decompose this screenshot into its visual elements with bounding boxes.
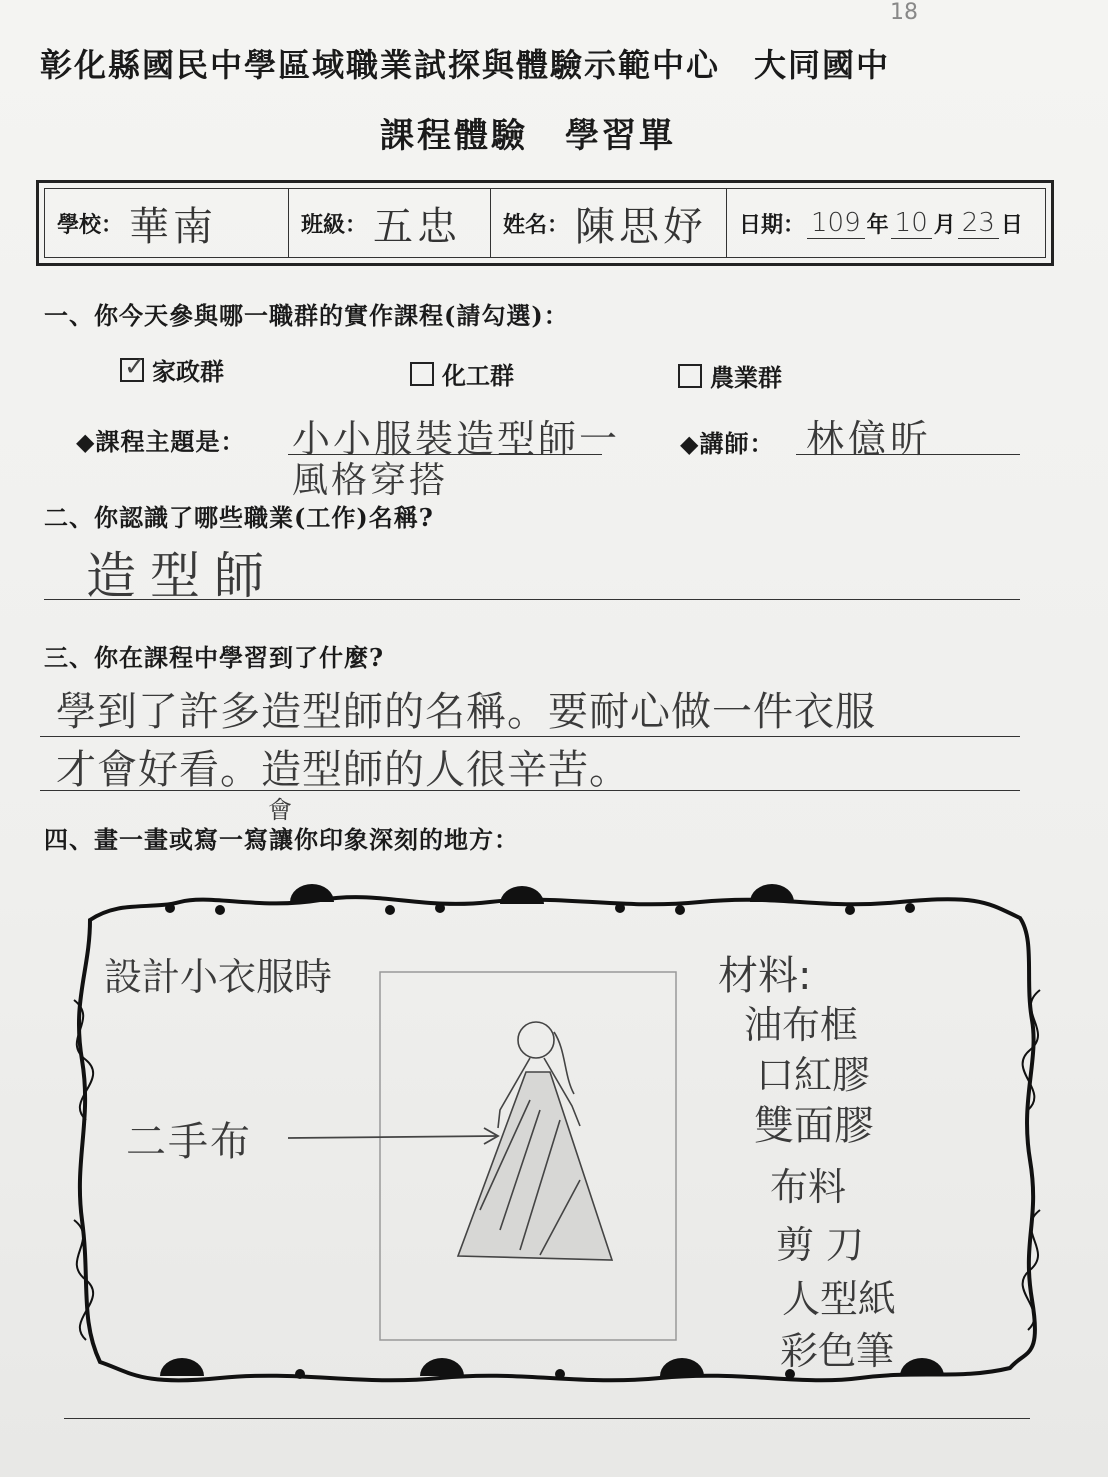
worksheet-title: 彰化縣國民中學區域職業試探與體驗示範中心 大同國中 (40, 46, 891, 84)
material-item: 剪刀 (776, 1223, 877, 1267)
teacher-label: ◆講師： (680, 429, 775, 458)
page-corner-number: 18 (890, 0, 918, 25)
date-day-unit: 日 (1000, 211, 1023, 238)
class-label: 班級： (301, 211, 368, 238)
material-item: 油布框 (744, 1003, 859, 1047)
q4-correction: 會 (268, 796, 292, 824)
topic-value-line1: 小小服裝造型師一 (292, 417, 621, 461)
materials-title: 材料: (718, 953, 812, 999)
class-cell (289, 189, 491, 257)
arrow-icon (288, 1128, 498, 1144)
name-label: 姓名： (503, 211, 570, 238)
name-cell (491, 189, 727, 257)
option-home-economics[interactable] (120, 352, 224, 387)
topic-value-line2: 風格穿搭 (292, 460, 449, 501)
bottom-rule (64, 1418, 1030, 1419)
drawing-title: 設計小衣服時 (104, 955, 333, 999)
material-item: 口紅膠 (756, 1053, 871, 1097)
date-month: 10 (891, 208, 932, 239)
option-agriculture[interactable] (678, 358, 782, 393)
school-cell (45, 189, 289, 257)
date-day: 23 (958, 208, 999, 239)
question-1: 一、你今天參與哪一職群的實作課程(請勾選)： (44, 301, 569, 330)
option-label: 家政群 (152, 357, 224, 386)
checkbox-icon[interactable] (410, 362, 434, 386)
material-item: 雙面膠 (754, 1103, 874, 1149)
option-label: 化工群 (442, 361, 514, 390)
checkbox-icon[interactable] (120, 351, 146, 382)
checkmark-icon: ✓ (124, 351, 146, 382)
q2-answer-line (44, 599, 1020, 600)
question-3: 三、你在課程中學習到了什麼? (44, 643, 385, 672)
date-label: 日期： (739, 211, 806, 238)
school-label: 學校： (57, 211, 124, 238)
worksheet-subtitle: 課程體驗 學習單 (380, 116, 676, 156)
school-value: 華南 (129, 203, 218, 250)
q3-answer-line-2 (40, 790, 1020, 791)
option-label: 農業群 (710, 363, 782, 392)
option-chemical[interactable] (410, 356, 514, 391)
topic-label: ◆課程主題是： (76, 427, 246, 456)
date-cell (727, 189, 1045, 257)
material-item: 彩色筆 (780, 1329, 895, 1373)
arrow-label: 二手布 (126, 1119, 252, 1165)
date-month-unit: 月 (933, 211, 956, 238)
material-item: 布料 (770, 1165, 847, 1209)
date-year-unit: 年 (866, 211, 889, 238)
student-info-table (36, 180, 1054, 266)
material-item: 人型紙 (782, 1277, 897, 1321)
q3-answer-line-1 (40, 736, 1020, 737)
q2-answer: 造型師 (86, 547, 278, 605)
q3-answer-line1: 學到了許多造型師的名稱。要耐心做一件衣服 (56, 689, 876, 735)
teacher-underline (796, 454, 1020, 455)
question-2: 二、你認識了哪些職業(工作)名稱? (44, 503, 434, 532)
class-value: 五忠 (373, 203, 462, 250)
date-year: 109 (807, 208, 865, 239)
teacher-value: 林億昕 (806, 417, 933, 461)
dress-figure-drawing (458, 1022, 612, 1260)
question-4: 四、畫一畫或寫一寫讓你印象深刻的地方： (44, 825, 519, 854)
checkbox-icon[interactable] (678, 364, 702, 388)
name-value: 陳思妤 (575, 203, 708, 250)
q3-answer-line2: 才會好看。造型師的人很辛苦。 (56, 747, 630, 793)
